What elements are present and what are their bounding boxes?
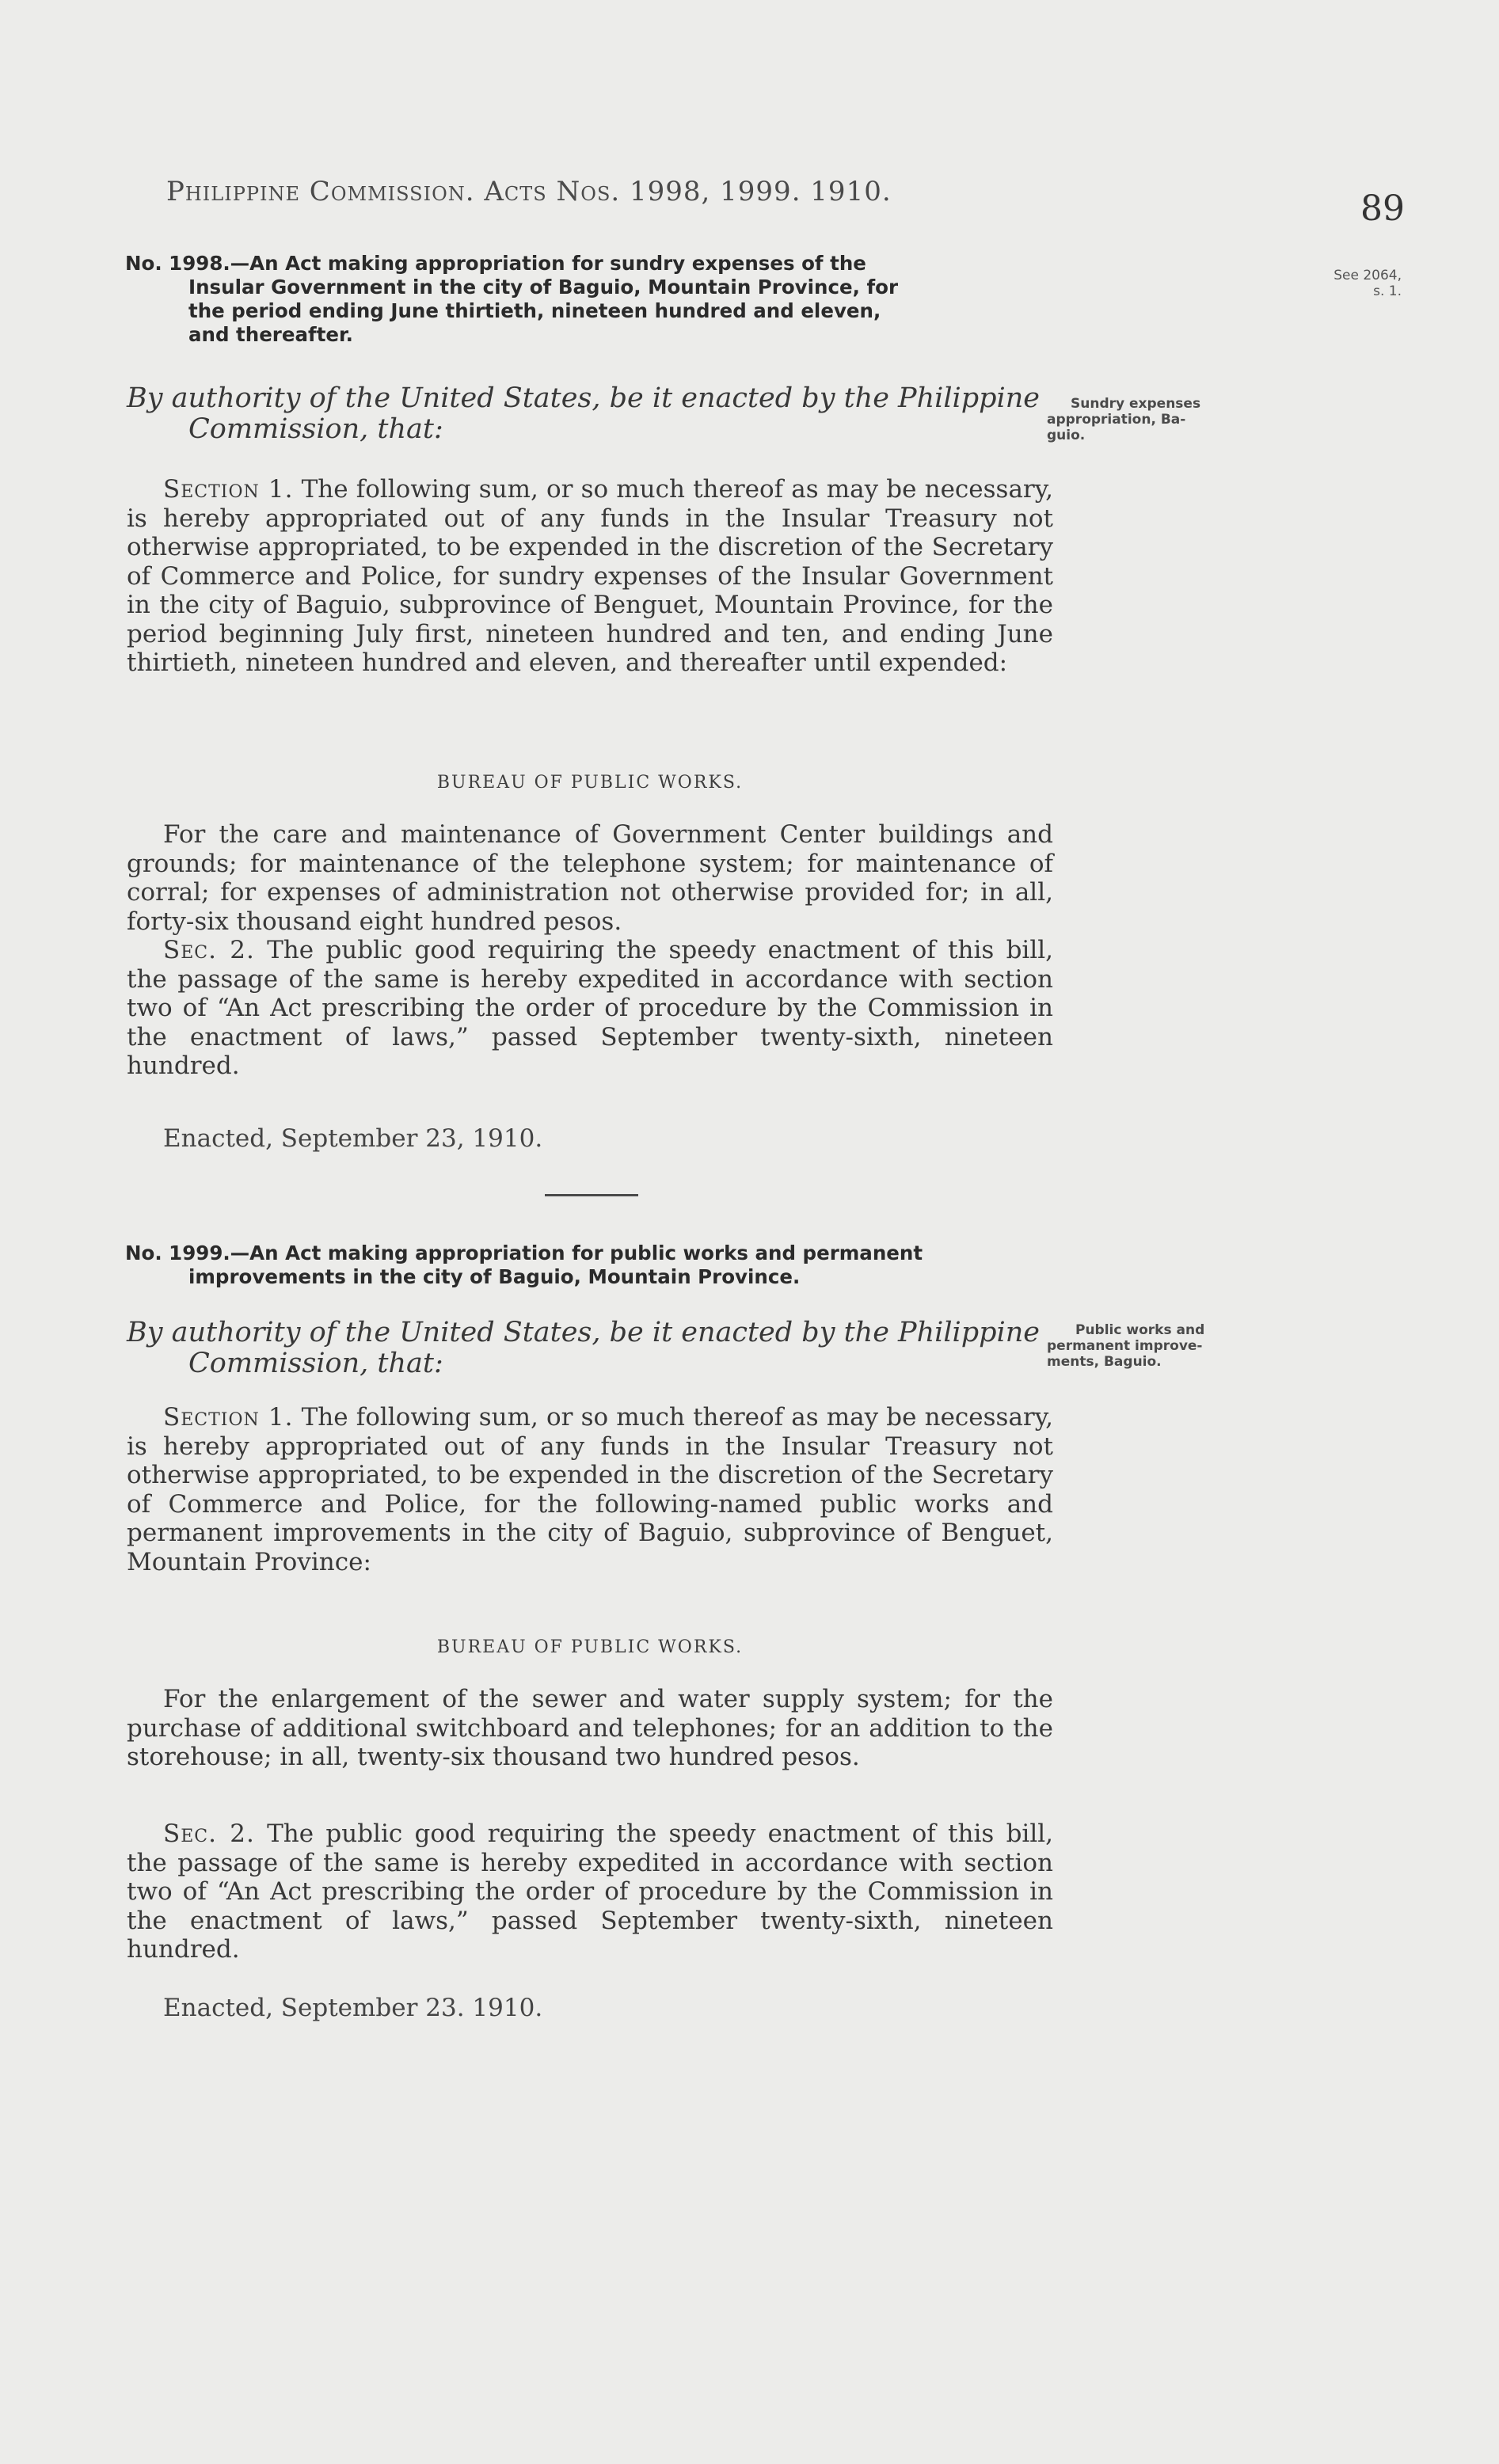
section-label: Sec. 2. <box>163 936 255 964</box>
section-text: The public good requiring the speedy enactment of this bill, the passage of the same is hereby expedited in accordance with section two of “An Act prescribing the order of procedure by the Commission in the enactment of laws,” passed September twenty-sixth, nineteen hundred. <box>127 936 1054 1080</box>
act-1998-number: No. 1998. <box>125 252 230 275</box>
section-divider <box>545 1194 638 1196</box>
act-1999-number: No. 1999. <box>125 1242 230 1264</box>
reference-note-line-1: See 2064, <box>1334 268 1402 283</box>
act-1999-enacting-clause <box>127 1318 1053 1379</box>
side-note-line-2: appropriation, Ba- <box>1047 412 1186 428</box>
act-1998-bureau-text: For the care and maintenance of Government Center buildings and grounds; for maintenance of the telephone system; for maintenance of corral; for expenses of administration not otherwise provided for; in all, forty-six thousand eight hundred pesos. <box>127 820 1053 936</box>
act-1998-heading-line-4: and thereafter. <box>188 323 353 346</box>
act-1999-bureau-text: For the enlargement of the sewer and water supply system; for the purchase of additional switchboard and telephones; for an addition to the storehouse; in all, twenty-six thousand two hundred pesos. <box>127 1685 1053 1771</box>
side-note-line-1: Public works and <box>1075 1322 1205 1338</box>
section-label: Section 1. <box>163 475 294 504</box>
running-head: Philippine Commission. Acts Nos. 1998, 1999. 1910. <box>166 176 892 207</box>
act-1999-section-2 <box>127 1819 1053 1964</box>
act-1999-section-1 <box>127 1403 1053 1576</box>
act-1998-heading-line-1: —An Act making appropriation for sundry expenses of the <box>230 252 866 275</box>
act-1999-side-note <box>1047 1322 1284 1370</box>
side-note-line-1: Sundry expenses <box>1071 396 1201 412</box>
act-1998-enacting-clause <box>127 383 1053 445</box>
section-text: The following sum, or so much thereof as may be necessary, is hereby appropriated out of any funds in the Insular Treasury not otherwise appropriated, to be expended in the discretion of the Secretary of Commerce and Police, for the following-named public works and permanent improvements in the city of Baguio, subprovince of Benguet, Mountain Province: <box>127 1403 1053 1576</box>
section-text: The public good requiring the speedy enactment of this bill, the passage of the same is hereby expedited in accordance with section two of “An Act prescribing the order of procedure by the Commission in the enactment of laws,” passed September twenty-sixth, nineteen hundred. <box>127 1819 1054 1964</box>
act-1999-heading-line-2: improvements in the city of Baguio, Mountain Province. <box>188 1265 801 1288</box>
act-1998-enacted-date: Enacted, September 23, 1910. <box>163 1124 543 1153</box>
section-text: The following sum, or so much thereof as may be necessary, is hereby appropriated out of any funds in the Insular Treasury not otherwise appropriated, to be expended in the discretion of the Secretary of Commerce and Police, for sundry expenses of the Insular Government in the city of Baguio, subprovince of Benguet, Mountain Province, for the period beginning July first, nineteen hundred and ten, and ending June thirtieth, nineteen hundred and eleven, and thereafter until expended: <box>127 475 1053 677</box>
act-1998-heading-line-2: Insular Government in the city of Baguio, Mountain Province, for <box>188 276 899 298</box>
enacting-line-2: Commission, that: <box>188 413 443 445</box>
side-note-line-3: ments, Baguio. <box>1047 1354 1162 1370</box>
side-note-line-2: permanent improve- <box>1047 1338 1203 1354</box>
act-1999-heading <box>125 1242 1044 1289</box>
act-1998-section-2 <box>127 936 1053 1081</box>
act-1999-heading-line-1: —An Act making appropriation for public works and permanent <box>230 1242 923 1264</box>
enacting-line-1: By authority of the United States, be it enacted by the Philippine <box>127 382 1040 414</box>
reference-note-line-2: s. 1. <box>1373 283 1402 299</box>
side-note-line-3: guio. <box>1047 428 1086 443</box>
act-1998-reference-note <box>1283 268 1402 299</box>
act-1998-section-1 <box>127 475 1053 678</box>
enacting-line-2: Commission, that: <box>188 1348 443 1379</box>
section-label: Sec. 2. <box>163 1819 255 1848</box>
act-1998-heading <box>125 252 1044 347</box>
act-1999-bureau-title: BUREAU OF PUBLIC WORKS. <box>436 1637 744 1657</box>
page-number: 89 <box>1360 188 1405 229</box>
act-1999-enacted-date: Enacted, September 23. 1910. <box>163 1994 543 2022</box>
act-1998-side-note <box>1047 396 1284 443</box>
section-label: Section 1. <box>163 1403 294 1432</box>
enacting-line-1: By authority of the United States, be it enacted by the Philippine <box>127 1317 1040 1348</box>
act-1998-bureau-title: BUREAU OF PUBLIC WORKS. <box>436 773 744 793</box>
act-1998-heading-line-3: the period ending June thirtieth, nineteen hundred and eleven, <box>188 299 881 322</box>
